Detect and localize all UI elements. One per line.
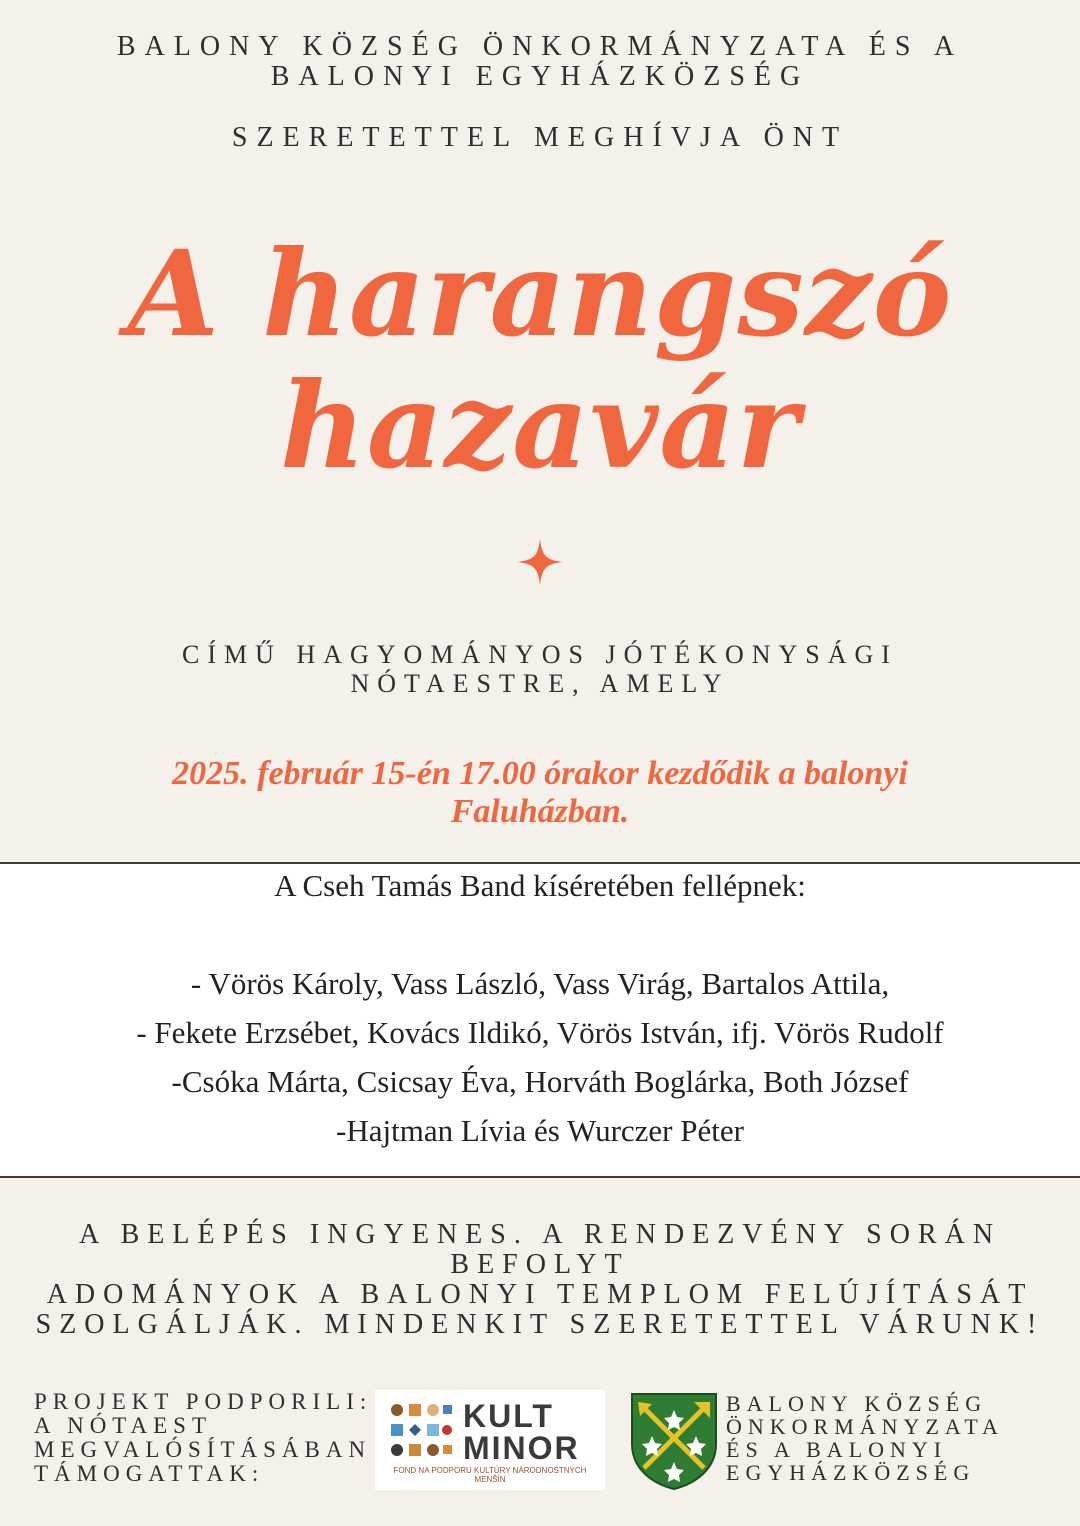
header-line-2: BALONYI EGYHÁZKÖZSÉG (270, 61, 810, 92)
organizer-line-1: BALONY KÖZSÉG (726, 1391, 988, 1416)
kult-minor-wordmark (463, 1400, 580, 1464)
organizer-line-4: EGYHÁZKÖZSÉG (726, 1460, 976, 1485)
performer-line-2: - Fekete Erzsébet, Kovács Ildikó, Vörös István, ifj. Vörös Rudolf (136, 1015, 944, 1050)
header-line-1: BALONY KÖZSÉG ÖNKORMÁNYZATA ÉS A (116, 31, 964, 62)
description-line-2: NÓTAESTRE, AMELY (350, 669, 730, 698)
event-title (0, 224, 1080, 495)
support-line-3: MEGVALÓSÍTÁSÁBAN (34, 1437, 372, 1462)
entry-info (30, 1220, 1050, 1340)
event-description (0, 640, 1080, 698)
entry-line-2: ADOMÁNYOK A BALONYI TEMPLOM FELÚJÍTÁSÁT (46, 1279, 1034, 1310)
performers-intro: A Cseh Tamás Band kíséretében fellépnek: (274, 868, 806, 903)
event-date (60, 755, 1020, 831)
description-line-1: CÍMŰ HAGYOMÁNYOS JÓTÉKONYSÁGI (182, 640, 898, 669)
organizer-line-2: ÖNKORMÁNYZATA (726, 1414, 1004, 1439)
entry-line-1: A BELÉPÉS INGYENES. A RENDEZVÉNY SORÁN BEFOLYT (78, 1219, 1002, 1280)
kult-minor-line-1: KULT (463, 1398, 554, 1434)
performer-line-3: -Csóka Márta, Csicsay Éva, Horváth Boglárka, Both József (171, 1064, 909, 1099)
performer-line-4: -Hajtman Lívia és Wurczer Péter (336, 1113, 744, 1148)
entry-line-3: SZOLGÁLJÁK. MINDENKIT SZERETETTEL VÁRUNK! (35, 1309, 1045, 1340)
title-line-1: A harangszó (127, 224, 953, 363)
header (0, 32, 1080, 92)
kult-minor-mark-icon (387, 1402, 453, 1462)
kult-minor-logo (375, 1390, 605, 1490)
date-line-1: 2025. február 15-én 17.00 órakor kezdődik a balonyi (172, 755, 908, 792)
support-text (34, 1390, 374, 1486)
balony-crest-icon (630, 1392, 718, 1490)
kult-minor-subtitle: FOND NA PODPORU KULTÚRY NÁRODNOSTNÝCH MENŠÍN (393, 1466, 587, 1484)
support-line-4: TÁMOGATTAK: (34, 1461, 265, 1486)
sparkle-icon (517, 539, 563, 585)
performer-line-1: - Vörös Károly, Vass László, Vass Virág, Bartalos Attila, (190, 966, 890, 1001)
date-line-2: Faluházban. (450, 793, 630, 830)
organizer-text (726, 1392, 1056, 1484)
support-line-1: PROJEKT PODPORILI: (34, 1389, 373, 1414)
invite-line: SZERETETTEL MEGHÍVJA ÖNT (231, 122, 849, 153)
kult-minor-line-2: MINOR (463, 1430, 580, 1466)
title-line-2: hazavár (280, 356, 800, 495)
organizer-line-3: ÉS A BALONYI (726, 1437, 948, 1462)
support-line-2: A NÓTAEST (34, 1413, 213, 1438)
